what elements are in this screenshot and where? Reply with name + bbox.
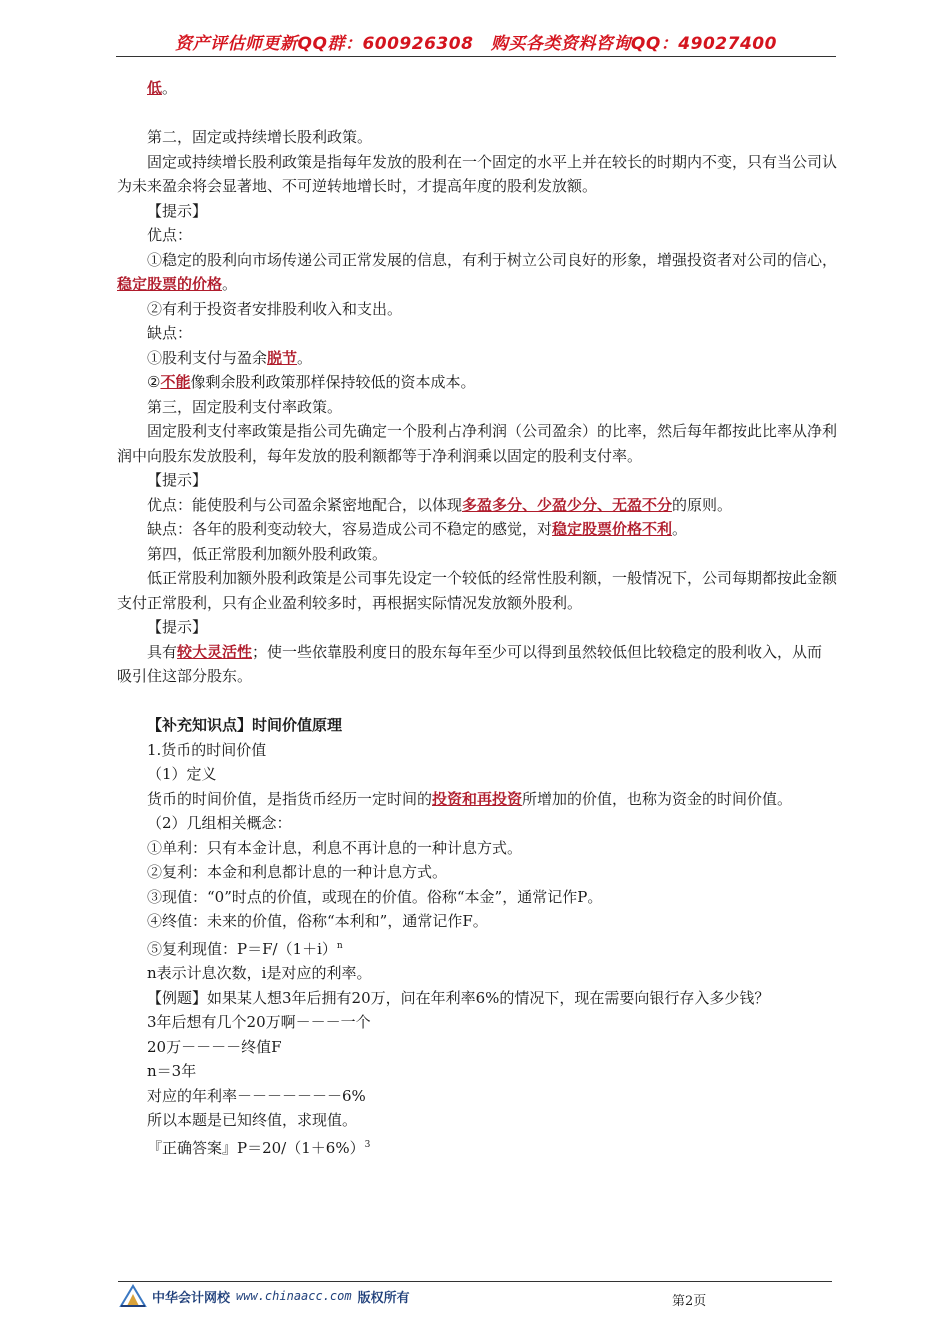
subheading: 1.货币的时间价值 — [147, 740, 267, 759]
paragraph: 优点：能使股利与公司盈余紧密地配合，以体现多盈多分、少盈少分、无盈不分的原则。 — [147, 495, 733, 514]
paragraph: 固定或持续增长股利政策是指每年发放的股利在一个固定的水平上并在较长的时期内不变，只有当公司认为未来盈余将会显著地、不可逆转地增长时，才提高年度的股利发放额。 — [117, 152, 838, 195]
highlight-text: 脱节 — [267, 348, 298, 367]
subheading: （1）定义 — [147, 765, 217, 783]
section-heading: 第四，低正常股利加额外股利政策。 — [147, 544, 388, 563]
section-heading: 第三，固定股利支付率政策。 — [147, 397, 343, 416]
paragraph: ②不能像剩余股利政策那样保持较低的资本成本。 — [147, 373, 476, 391]
footer-brand — [118, 1284, 458, 1308]
paragraph: 20万－－－－终值F — [147, 1037, 282, 1056]
paragraph: ②有利于投资者安排股利收入和支出。 — [147, 299, 403, 318]
paragraph: 3年后想有几个20万啊－－－一个 — [147, 1013, 371, 1031]
answer-line: 『正确答案』$P=20/(1+6\%)^3$ — [147, 1138, 371, 1157]
paragraph: 低。 — [147, 79, 178, 97]
paragraph: ④终值：未来的价值，俗称“本利和”，通常记作F。 — [147, 912, 488, 930]
paragraph: 优点： — [147, 226, 193, 244]
school-logo-icon — [118, 1284, 148, 1308]
paragraph: ①股利支付与盈余脱节。 — [147, 348, 313, 367]
tip-label: 【提示】 — [147, 618, 208, 636]
highlight-text: 低 — [147, 79, 163, 97]
paragraph: 所以本题是已知终值，求现值。 — [147, 1111, 358, 1129]
highlight-text: 稳定股票价格不利 — [552, 520, 673, 538]
document-body — [117, 76, 837, 1160]
highlight-text: 多盈多分、少盈少分、无盈不分 — [462, 495, 673, 514]
paragraph: 固定股利支付率政策是指公司先确定一个股利占净利润（公司盈余）的比率，然后每年都按此比率从净利润中向股东发放股利，每年发放的股利额都等于净利润乘以固定的股利支付率。 — [117, 422, 838, 465]
site-url: www.chinaacc.com — [236, 1289, 352, 1303]
supplement-heading: 【补充知识点】时间价值原理 — [147, 716, 343, 734]
brand-name: 中华会计网校 — [152, 1290, 231, 1306]
copyright-text: 版权所有 — [357, 1290, 410, 1306]
tip-label: 【提示】 — [147, 471, 208, 489]
highlight-text: 稳定股票的价格 — [117, 275, 223, 293]
footer-divider — [118, 1281, 832, 1282]
example-question: 【例题】如果某人想3年后拥有20万，问在年利率6%的情况下，现在需要向银行存入多少钱？ — [147, 988, 770, 1007]
paragraph: n＝3年 — [147, 1062, 197, 1080]
paragraph: ①稳定的股利向市场传递公司正常发展的信息，有利于树立公司良好的形象，增强投资者对公司的信心，稳定股票的价格。 — [117, 250, 838, 293]
subheading: （2）几组相关概念： — [147, 814, 292, 832]
paragraph: 具有较大灵活性；使一些依靠股利度日的股东每年至少可以得到虽然较低但比较稳定的股利收入，从而吸引住这部分股东。 — [117, 642, 823, 685]
paragraph: 缺点： — [147, 324, 193, 342]
highlight-text: 不能 — [160, 373, 191, 391]
highlight-text: 较大灵活性 — [177, 642, 253, 661]
paragraph: 缺点：各年的股利变动较大，容易造成公司不稳定的感觉，对稳定股票价格不利。 — [147, 520, 688, 538]
paragraph: 货币的时间价值，是指货币经历一定时间的投资和再投资所增加的价值，也称为资金的时间价值。 — [147, 789, 793, 808]
header-divider — [116, 56, 836, 57]
paragraph: 低正常股利加额外股利政策是公司事先设定一个较低的经常性股利额，一般情况下，公司每期都按此金额支付正常股利，只有企业盈利较多时，再根据实际情况发放额外股利。 — [117, 569, 838, 612]
page-header-banner: 资产评估师更新QQ群：600926308 购买各类资料咨询QQ：49027400 — [175, 34, 777, 54]
exponent: 3 — [364, 1139, 371, 1150]
spacer — [117, 101, 837, 126]
highlight-text: 投资和再投资 — [432, 789, 523, 808]
page-number: 第2页 — [672, 1294, 707, 1309]
paragraph: 对应的年利率－－－－－－－6% — [147, 1086, 366, 1105]
section-heading: 第二，固定或持续增长股利政策。 — [147, 128, 373, 146]
formula-line: ⑤复利现值：$P=F/(1+i)^n$ — [147, 939, 343, 958]
paragraph: n表示计息次数，i是对应的利率。 — [147, 964, 372, 982]
spacer — [117, 689, 837, 714]
exponent: n — [336, 940, 343, 951]
paragraph: ③现值：“0”时点的价值，或现在的价值。俗称“本金”，通常记作P。 — [147, 887, 603, 906]
tip-label: 【提示】 — [147, 201, 208, 220]
paragraph: ①单利：只有本金计息，利息不再计息的一种计息方式。 — [147, 838, 523, 857]
paragraph: ②复利：本金和利息都计息的一种计息方式。 — [147, 863, 448, 881]
